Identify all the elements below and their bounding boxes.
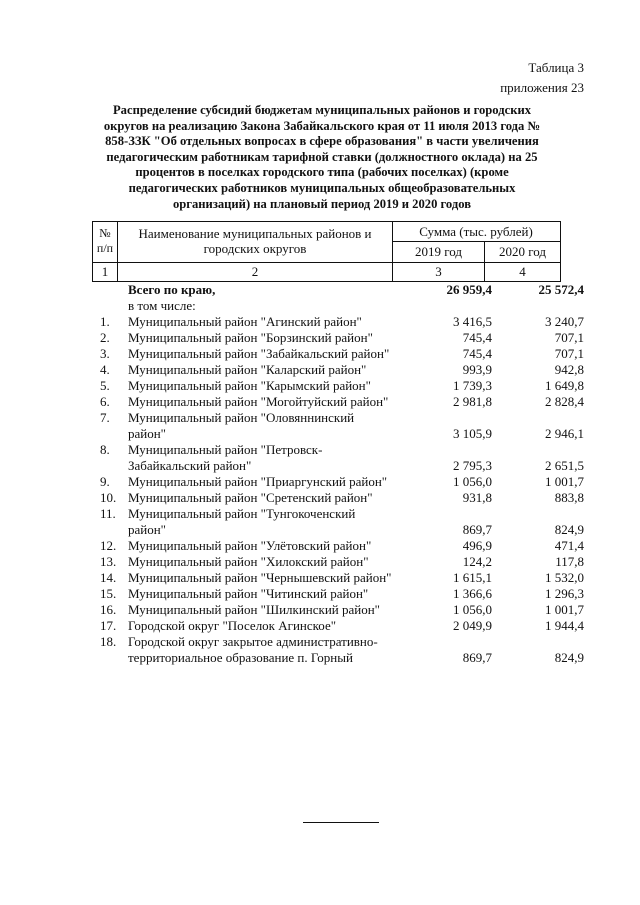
- end-line: [303, 822, 379, 823]
- table-header: [92, 221, 561, 282]
- row-name: Городской округ "Поселок Агинское": [128, 618, 337, 633]
- row-value-2020: 1 532,0: [545, 570, 584, 585]
- col-index-4: 4: [519, 264, 526, 279]
- document-title: Распределение субсидий бюджетам муниципальных районов и городских округов на реализацию Закона Забайкальского края от 11 июля 2013 года № 858-ЗЗК "Об отдельных вопросах в сфере образования" в части увеличения педагогическим работникам тарифной ставки (должностного оклада) на 25 процентов в поселках городского типа (рабочих поселках) (кроме педагогических работников муниципальных общеобразовательных организаций) на плановый период 2019 и 2020 годов: [103, 103, 541, 211]
- row-number: 4.: [100, 362, 110, 377]
- row-value-2020: 3 240,7: [545, 314, 584, 329]
- row-name: Муниципальный район "Забайкальский район": [128, 346, 390, 361]
- header-num: № п/п: [96, 226, 114, 255]
- row-value-2020: 883,8: [554, 490, 584, 505]
- table-row: [0, 554, 640, 570]
- col-index-2: 2: [251, 264, 259, 279]
- row-value-2020: 1 649,8: [545, 378, 584, 393]
- row-name: Муниципальный район "Оловяннинский район": [128, 410, 355, 441]
- row-value-2020: 2 651,5: [545, 458, 584, 473]
- row-value-2019: 869,7: [462, 650, 492, 665]
- row-value-2019: 931,8: [462, 490, 492, 505]
- row-number: 7.: [100, 410, 110, 425]
- row-name: Муниципальный район "Каларский район": [128, 362, 367, 377]
- row-value-2020: 1 944,4: [545, 618, 584, 633]
- table-row: [0, 570, 640, 586]
- district-rows: [0, 314, 640, 666]
- row-value-2019: 1 615,1: [453, 570, 492, 585]
- table-row: [0, 506, 640, 538]
- row-number: 2.: [100, 330, 110, 345]
- row-value-2019: 869,7: [462, 522, 492, 537]
- row-name: Муниципальный район "Карымский район": [128, 378, 371, 393]
- row-value-2020: 1 296,3: [545, 586, 584, 601]
- row-value-2019: 3 416,5: [453, 314, 492, 329]
- row-value-2020: 471,4: [554, 538, 584, 553]
- table-row: [0, 634, 640, 666]
- row-name: Муниципальный район "Шилкинский район": [128, 602, 380, 617]
- subtitle-row: [0, 298, 640, 314]
- row-value-2019: 124,2: [462, 554, 492, 569]
- row-name: Муниципальный район "Хилокский район": [128, 554, 369, 569]
- table-number: Таблица 3: [528, 60, 584, 75]
- row-value-2019: 2 049,9: [453, 618, 492, 633]
- row-name: Муниципальный район "Сретенский район": [128, 490, 373, 505]
- row-number: 9.: [100, 474, 110, 489]
- table-row: [0, 442, 640, 474]
- row-name: Муниципальный район "Улётовский район": [128, 538, 372, 553]
- row-value-2020: 707,1: [554, 346, 584, 361]
- row-number: 8.: [100, 442, 110, 457]
- table-row: [0, 346, 640, 362]
- table-row: [0, 362, 640, 378]
- row-value-2019: 3 105,9: [453, 426, 492, 441]
- table-row: [0, 410, 640, 442]
- col-index-3: 3: [435, 264, 442, 279]
- row-name: Муниципальный район "Тунгокоченский район": [128, 506, 356, 537]
- row-name: Муниципальный район "Петровск-Забайкальский район": [128, 442, 323, 473]
- table-row: [0, 602, 640, 618]
- total-label: Всего по краю,: [128, 282, 216, 297]
- row-value-2020: 824,9: [554, 522, 584, 537]
- row-number: 17.: [100, 618, 117, 633]
- row-value-2019: 496,9: [462, 538, 492, 553]
- header-sum: Сумма (тыс. рублей): [419, 224, 533, 239]
- total-2020: 25 572,4: [538, 282, 584, 297]
- row-number: 11.: [100, 506, 116, 521]
- row-number: 5.: [100, 378, 110, 393]
- row-value-2019: 2 795,3: [453, 458, 492, 473]
- row-number: 14.: [100, 570, 117, 585]
- row-value-2019: 745,4: [462, 330, 492, 345]
- table-row: [0, 330, 640, 346]
- row-name: Городской округ закрытое административно-территориальное образование п. Горный: [128, 634, 378, 665]
- table-body: [0, 282, 640, 666]
- header-2020: 2020 год: [499, 244, 546, 259]
- row-number: 18.: [100, 634, 117, 649]
- col-index-1: 1: [101, 264, 109, 279]
- table-row: [0, 490, 640, 506]
- row-value-2020: 824,9: [554, 650, 584, 665]
- row-value-2019: 1 739,3: [453, 378, 492, 393]
- row-value-2020: 2 946,1: [545, 426, 584, 441]
- header-name: Наименование муниципальных районов и городских округов: [138, 226, 372, 256]
- table-row: [0, 586, 640, 602]
- table-row: [0, 474, 640, 490]
- row-value-2019: 993,9: [462, 362, 492, 377]
- row-number: 12.: [100, 538, 117, 553]
- row-value-2020: 1 001,7: [545, 474, 584, 489]
- row-number: 3.: [100, 346, 110, 361]
- row-value-2020: 117,8: [555, 554, 584, 569]
- table-row: [0, 394, 640, 410]
- table-row: [0, 378, 640, 394]
- appendix-number: приложения 23: [500, 80, 584, 95]
- row-number: 6.: [100, 394, 110, 409]
- row-value-2020: 1 001,7: [545, 602, 584, 617]
- row-value-2019: 1 056,0: [453, 474, 492, 489]
- table-row: [0, 314, 640, 330]
- row-value-2020: 942,8: [554, 362, 584, 377]
- row-name: Муниципальный район "Могойтуйский район": [128, 394, 389, 409]
- row-number: 15.: [100, 586, 117, 601]
- table-caption: [500, 58, 584, 98]
- row-name: Муниципальный район "Читинский район": [128, 586, 369, 601]
- row-name: Муниципальный район "Чернышевский район": [128, 570, 392, 585]
- row-name: Муниципальный район "Борзинский район": [128, 330, 373, 345]
- row-name: Муниципальный район "Агинский район": [128, 314, 362, 329]
- total-2019: 26 959,4: [446, 282, 492, 297]
- row-value-2019: 1 366,6: [453, 586, 492, 601]
- table-row: [0, 538, 640, 554]
- row-value-2019: 2 981,8: [453, 394, 492, 409]
- header-2019: 2019 год: [415, 244, 462, 259]
- subtitle-label: в том числе:: [128, 298, 196, 313]
- row-value-2020: 2 828,4: [545, 394, 584, 409]
- table-row: [0, 618, 640, 634]
- row-number: 16.: [100, 602, 117, 617]
- row-value-2019: 1 056,0: [453, 602, 492, 617]
- row-number: 1.: [100, 314, 110, 329]
- row-name: Муниципальный район "Приаргунский район": [128, 474, 388, 489]
- row-number: 13.: [100, 554, 117, 569]
- total-row: [0, 282, 640, 298]
- row-value-2019: 745,4: [462, 346, 492, 361]
- row-value-2020: 707,1: [554, 330, 584, 345]
- row-number: 10.: [100, 490, 117, 505]
